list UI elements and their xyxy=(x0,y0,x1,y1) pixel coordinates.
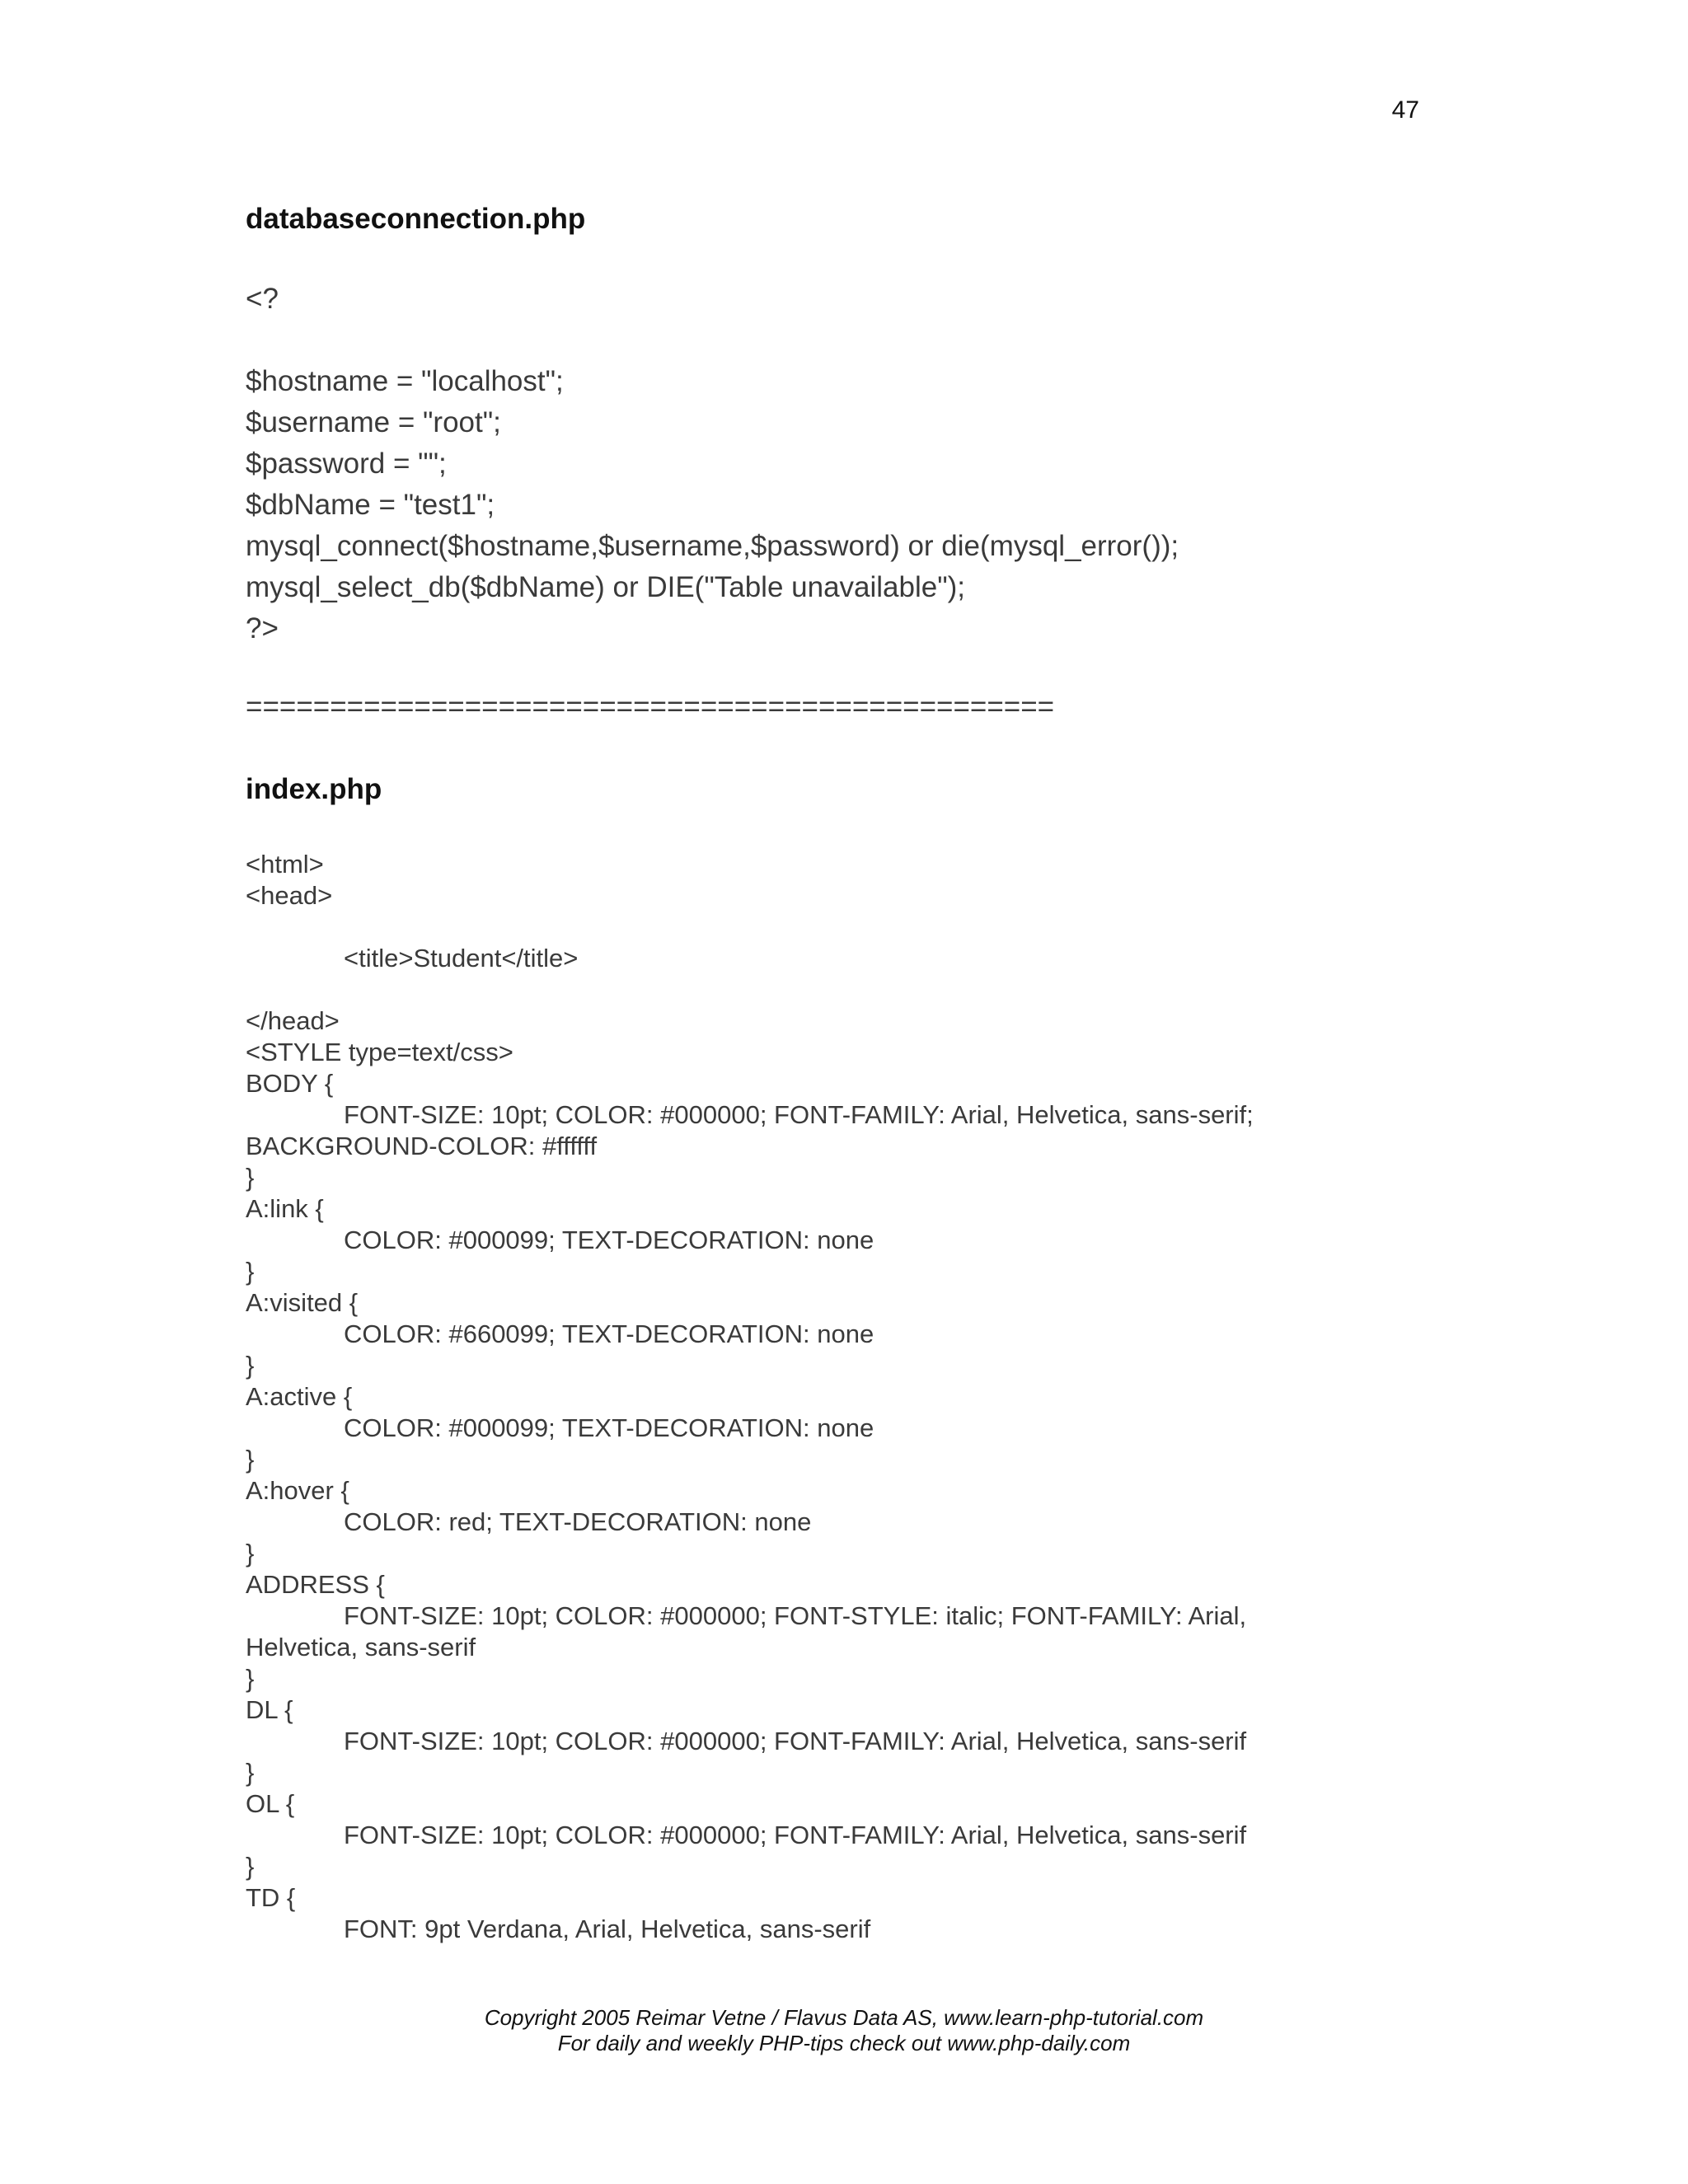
code-line: $dbName = "test1"; xyxy=(246,489,495,521)
code-line: COLOR: red; TEXT-DECORATION: none xyxy=(344,1507,812,1536)
code-line: $username = "root"; xyxy=(246,406,501,438)
code-line: <STYLE type=text/css> xyxy=(246,1038,513,1066)
code-line: mysql_select_db($dbName) or DIE("Table unavailable"); xyxy=(246,571,966,603)
code-line: </head> xyxy=(246,1006,340,1035)
code-line: TD { xyxy=(246,1883,296,1912)
footer-copyright: Copyright 2005 Reimar Vetne / Flavus Data AS, www.learn-php-tutorial.com xyxy=(484,2005,1204,2030)
code-line xyxy=(246,320,1179,361)
section-heading-databaseconnection: databaseconnection.php xyxy=(246,203,586,235)
code-line: BACKGROUND-COLOR: #ffffff xyxy=(246,1132,598,1160)
code-line: $password = ""; xyxy=(246,448,447,480)
html-code-block xyxy=(246,849,1254,1945)
code-line: COLOR: #660099; TEXT-DECORATION: none xyxy=(344,1319,874,1348)
code-line: } xyxy=(246,1257,255,1286)
page-footer xyxy=(0,2005,1688,2056)
code-line: Helvetica, sans-serif xyxy=(246,1633,476,1661)
code-line: mysql_connect($hostname,$username,$password) or die(mysql_error()); xyxy=(246,530,1179,562)
code-line: } xyxy=(246,1758,255,1787)
code-line: } xyxy=(246,1445,255,1474)
code-line: $hostname = "localhost"; xyxy=(246,365,564,397)
code-line: A:hover { xyxy=(246,1476,349,1505)
code-line: DL { xyxy=(246,1695,293,1724)
code-line xyxy=(246,974,1254,1005)
code-line: } xyxy=(246,1664,255,1693)
code-line: } xyxy=(246,1539,255,1568)
code-line: <? xyxy=(246,283,279,315)
php-code-block xyxy=(246,279,1179,649)
code-line: FONT: 9pt Verdana, Arial, Helvetica, sans-serif xyxy=(344,1915,871,1943)
code-line xyxy=(246,912,1254,943)
code-line: <html> xyxy=(246,850,324,879)
code-line: FONT-SIZE: 10pt; COLOR: #000000; FONT-FAMILY: Arial, Helvetica, sans-serif xyxy=(344,1727,1247,1755)
code-line: } xyxy=(246,1163,255,1192)
code-line: FONT-SIZE: 10pt; COLOR: #000000; FONT-FAMILY: Arial, Helvetica, sans-serif; xyxy=(344,1100,1254,1129)
code-line: FONT-SIZE: 10pt; COLOR: #000000; FONT-STYLE: italic; FONT-FAMILY: Arial, xyxy=(344,1601,1247,1630)
code-line: COLOR: #000099; TEXT-DECORATION: none xyxy=(344,1413,874,1442)
footer-tips: For daily and weekly PHP-tips check out www.php-daily.com xyxy=(557,2031,1131,2055)
code-line: FONT-SIZE: 10pt; COLOR: #000000; FONT-FAMILY: Arial, Helvetica, sans-serif xyxy=(344,1821,1247,1849)
code-line: BODY { xyxy=(246,1069,334,1098)
code-line: <head> xyxy=(246,881,333,910)
section-heading-index: index.php xyxy=(246,773,382,805)
code-line: } xyxy=(246,1351,255,1380)
page-number: 47 xyxy=(1391,96,1419,124)
code-line: COLOR: #000099; TEXT-DECORATION: none xyxy=(344,1226,874,1254)
code-line: ADDRESS { xyxy=(246,1570,385,1599)
separator-line: ================================================ xyxy=(246,691,1055,723)
code-line: A:link { xyxy=(246,1194,324,1223)
code-line: } xyxy=(246,1852,255,1881)
code-line: ?> xyxy=(246,612,279,644)
code-line: A:active { xyxy=(246,1382,353,1411)
code-line: A:visited { xyxy=(246,1288,359,1317)
code-line: <title>Student</title> xyxy=(344,944,579,972)
code-line: OL { xyxy=(246,1789,295,1818)
